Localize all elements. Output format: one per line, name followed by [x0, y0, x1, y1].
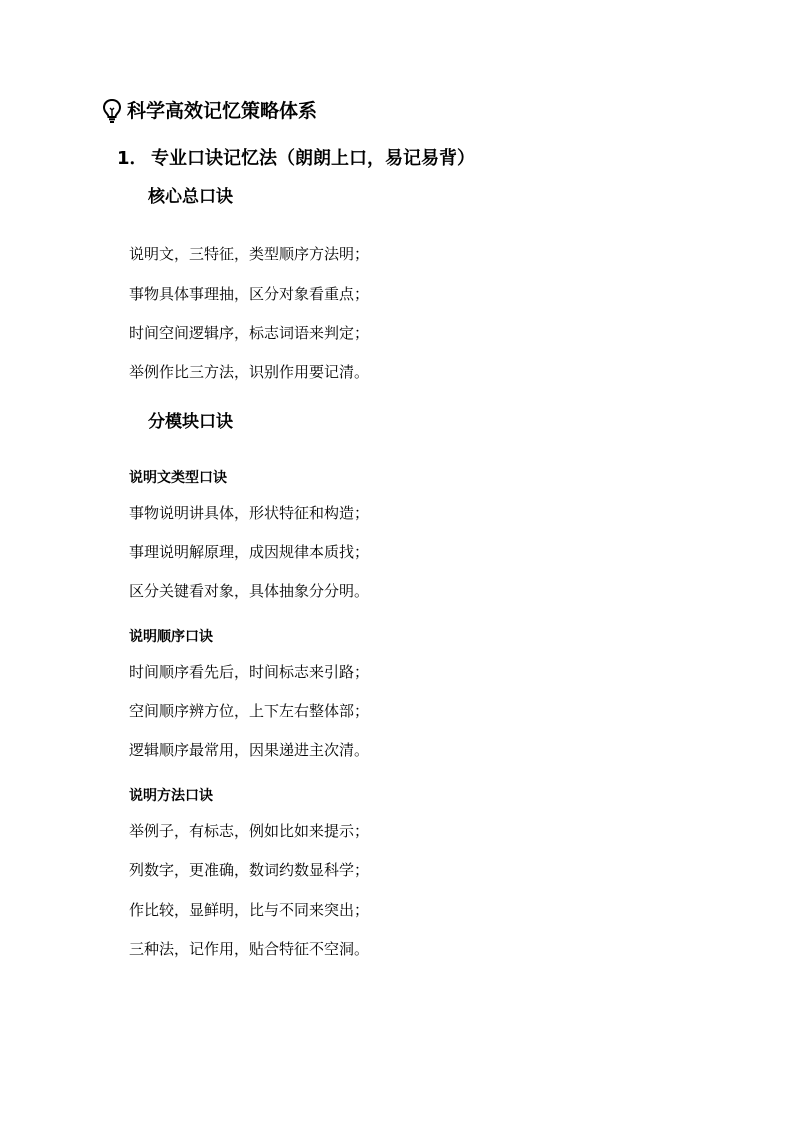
- module-mnemonic-heading: 分模块口诀: [148, 412, 233, 432]
- group-heading-methods: 说明方法口诀: [129, 788, 213, 804]
- lightbulb-icon: [101, 98, 123, 124]
- core-line: 举例作比三方法，识别作用要记清。: [129, 363, 370, 381]
- section-number: 1．: [117, 148, 148, 169]
- document-title-row: [101, 97, 317, 125]
- group-line: 空间顺序辨方位，上下左右整体部；: [129, 702, 370, 720]
- group-line: 时间顺序看先后，时间标志来引路；: [129, 663, 370, 681]
- core-line: 事物具体事理抽，区分对象看重点；: [129, 285, 370, 303]
- group-line: 三种法，记作用，贴合特征不空洞。: [129, 940, 370, 958]
- group-line: 区分关键看对象，具体抽象分分明。: [129, 582, 370, 600]
- section-title: 专业口诀记忆法（朗朗上口，易记易背）: [151, 148, 475, 169]
- document-title: 科学高效记忆策略体系: [127, 100, 318, 122]
- core-mnemonic-heading: 核心总口诀: [148, 187, 233, 207]
- group-line: 举例子，有标志，例如比如来提示；: [129, 822, 370, 840]
- core-line: 时间空间逻辑序，标志词语来判定；: [129, 324, 370, 342]
- group-line: 作比较，显鲜明，比与不同来突出；: [129, 901, 370, 919]
- group-line: 列数字，更准确，数词约数显科学；: [129, 861, 370, 879]
- group-line: 事理说明解原理，成因规律本质找；: [129, 543, 370, 561]
- core-line: 说明文，三特征，类型顺序方法明；: [129, 245, 370, 263]
- group-heading-order: 说明顺序口诀: [129, 629, 213, 645]
- group-line: 事物说明讲具体，形状特征和构造；: [129, 504, 370, 522]
- section-heading: [117, 144, 475, 170]
- group-line: 逻辑顺序最常用，因果递进主次清。: [129, 741, 370, 759]
- group-heading-types: 说明文类型口诀: [129, 470, 227, 486]
